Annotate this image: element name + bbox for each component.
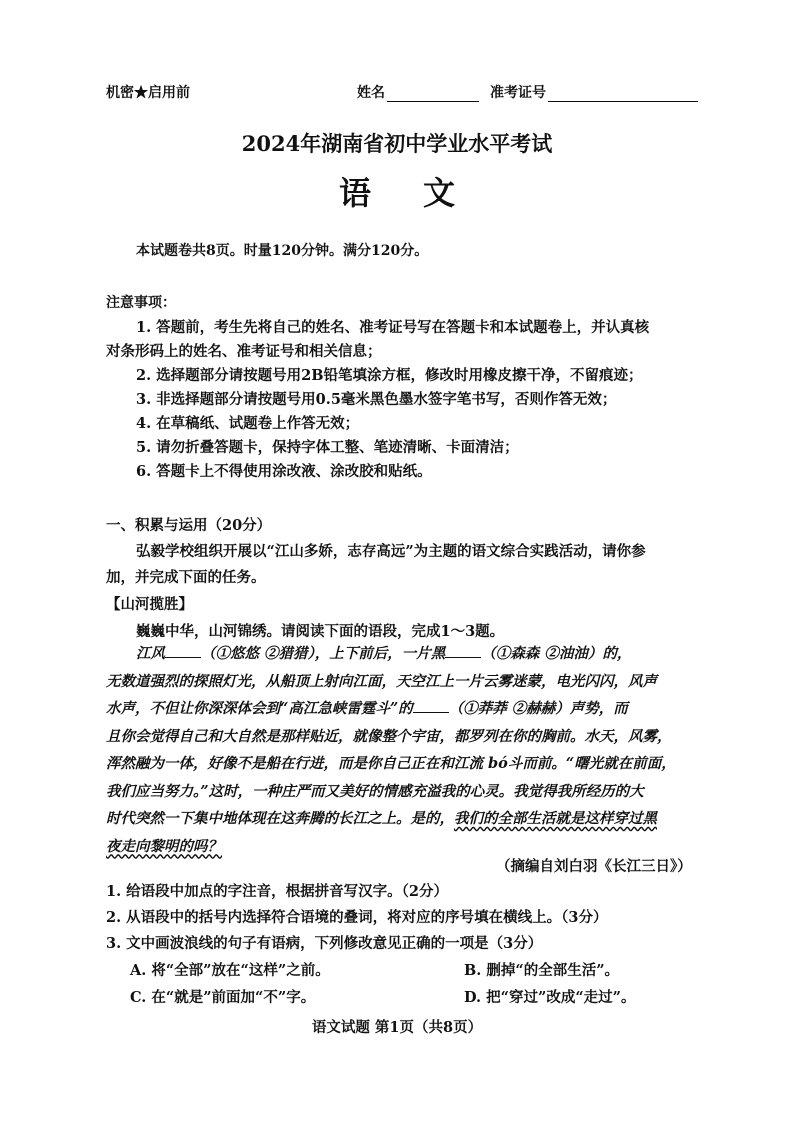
wavy-underlined-sentence: 我们的全部生活就是这样穿过黑 <box>454 810 657 827</box>
name-label: 姓名 <box>357 85 385 101</box>
section-title: 一、积累与运用（20分） <box>106 517 272 534</box>
answer-blank-3[interactable] <box>413 700 449 713</box>
answer-blank-1[interactable] <box>165 645 201 658</box>
notice-item: 1. 答题前，考生先将自己的姓名、准考证号写在答题卡和本试题卷上，并认真核 <box>136 319 650 336</box>
notice-title: 注意事项： <box>106 295 176 311</box>
section-desc-line2: 加，并完成下面的任务。 <box>106 569 266 586</box>
reading-passage <box>106 640 702 860</box>
option-a[interactable]: A. 将“全部”放在“这样”之前。 <box>130 962 330 979</box>
wavy-underlined-sentence-end: 夜走向黎明的吗？ <box>106 837 222 855</box>
name-blank[interactable] <box>387 87 479 102</box>
notice-item: 对条形码上的姓名、准考证号和相关信息； <box>106 343 382 360</box>
name-field[interactable] <box>357 82 479 102</box>
passage-line: 我们应当努力。”这时，一种庄严而又美好的情感充溢我的心灵。我觉得我所经历的大 <box>106 782 644 800</box>
passage-line: 水声，不但让你深深体会到“高江急峡雷霆斗”的 （①莽莽 ②赫赫）声势，而 <box>106 700 628 717</box>
page-footer: 语文试题 第1页（共8页） <box>311 1019 483 1036</box>
option-b[interactable]: B. 删掉“的全部生活”。 <box>464 962 620 979</box>
notice-item: 3. 非选择题部分请按题号用0.5毫米黑色墨水签字笔书写，否则作答无效； <box>136 391 617 408</box>
passage-line: 浑然融为一体，好像不是船在行进，而是你自己正在和江流 bó斗而前。“曙光就在前面， <box>106 755 676 772</box>
option-c[interactable]: C. 在“就是”前面加“不”字。 <box>130 989 316 1006</box>
section-desc-line1: 弘毅学校组织开展以“江山多娇，志存高远”为主题的语文综合实践活动，请你参 <box>136 543 646 560</box>
answer-blank-2[interactable] <box>445 645 481 658</box>
notice-item: 6. 答题卡上不得使用涂改液、涂改胶和贴纸。 <box>136 463 432 480</box>
notice-item: 4. 在草稿纸、试题卷上作答无效； <box>136 415 360 432</box>
subject-title: 语文 <box>338 174 507 212</box>
passage-line: 时代突然一下集中地体现在这奔腾的长江之上。是的，我们的全部生活就是这样穿过黑 <box>106 810 657 827</box>
question-1: 1. 给语段中加点的字注音，根据拼音写汉字。（2分） <box>106 883 449 900</box>
confidential-label: 机密★启用前 <box>106 85 190 101</box>
notice-list <box>106 316 696 484</box>
id-field[interactable] <box>490 82 698 102</box>
passage-source: （摘编自刘白羽《长江三日》） <box>496 858 692 875</box>
exam-title: 2024年湖南省初中学业水平考试 <box>241 131 553 156</box>
notice-item: 5. 请勿折叠答题卡，保持字体工整、笔迹清晰、卡面清洁； <box>136 439 519 456</box>
passage-line: 江风 （①悠悠 ②猎猎），上下前后，一片黑 （①森森 ②油油）的， <box>136 645 632 662</box>
question-3: 3. 文中画波浪线的句子有语病，下列修改意见正确的一项是（3分） <box>106 935 543 952</box>
option-d[interactable]: D. 把“穿过”改成“走过”。 <box>464 989 636 1006</box>
task-title: 【山河揽胜】 <box>106 596 193 613</box>
id-label: 准考证号 <box>490 85 546 101</box>
passage-line: 且你会觉得自己和大自然是那样贴近，就像整个宇宙，都罗列在你的胸前。水天，风雾， <box>106 727 672 745</box>
exam-intro: 本试题卷共8页。时量120分钟。满分120分。 <box>136 243 429 259</box>
id-blank[interactable] <box>548 87 698 102</box>
question-2: 2. 从语段中的括号内选择符合语境的叠词，将对应的序号填在横线上。（3分） <box>106 909 608 926</box>
passage-line: 无数道强烈的探照灯光，从船顶上射向江面，天空江上一片云雾迷蒙，电光闪闪，风声 <box>106 672 657 690</box>
notice-item: 2. 选择题部分请按题号用2B铅笔填涂方框，修改时用橡皮擦干净，不留痕迹； <box>136 367 643 384</box>
passage-intro: 巍巍中华，山河锦绣。请阅读下面的语段，完成1～3题。 <box>136 623 505 640</box>
